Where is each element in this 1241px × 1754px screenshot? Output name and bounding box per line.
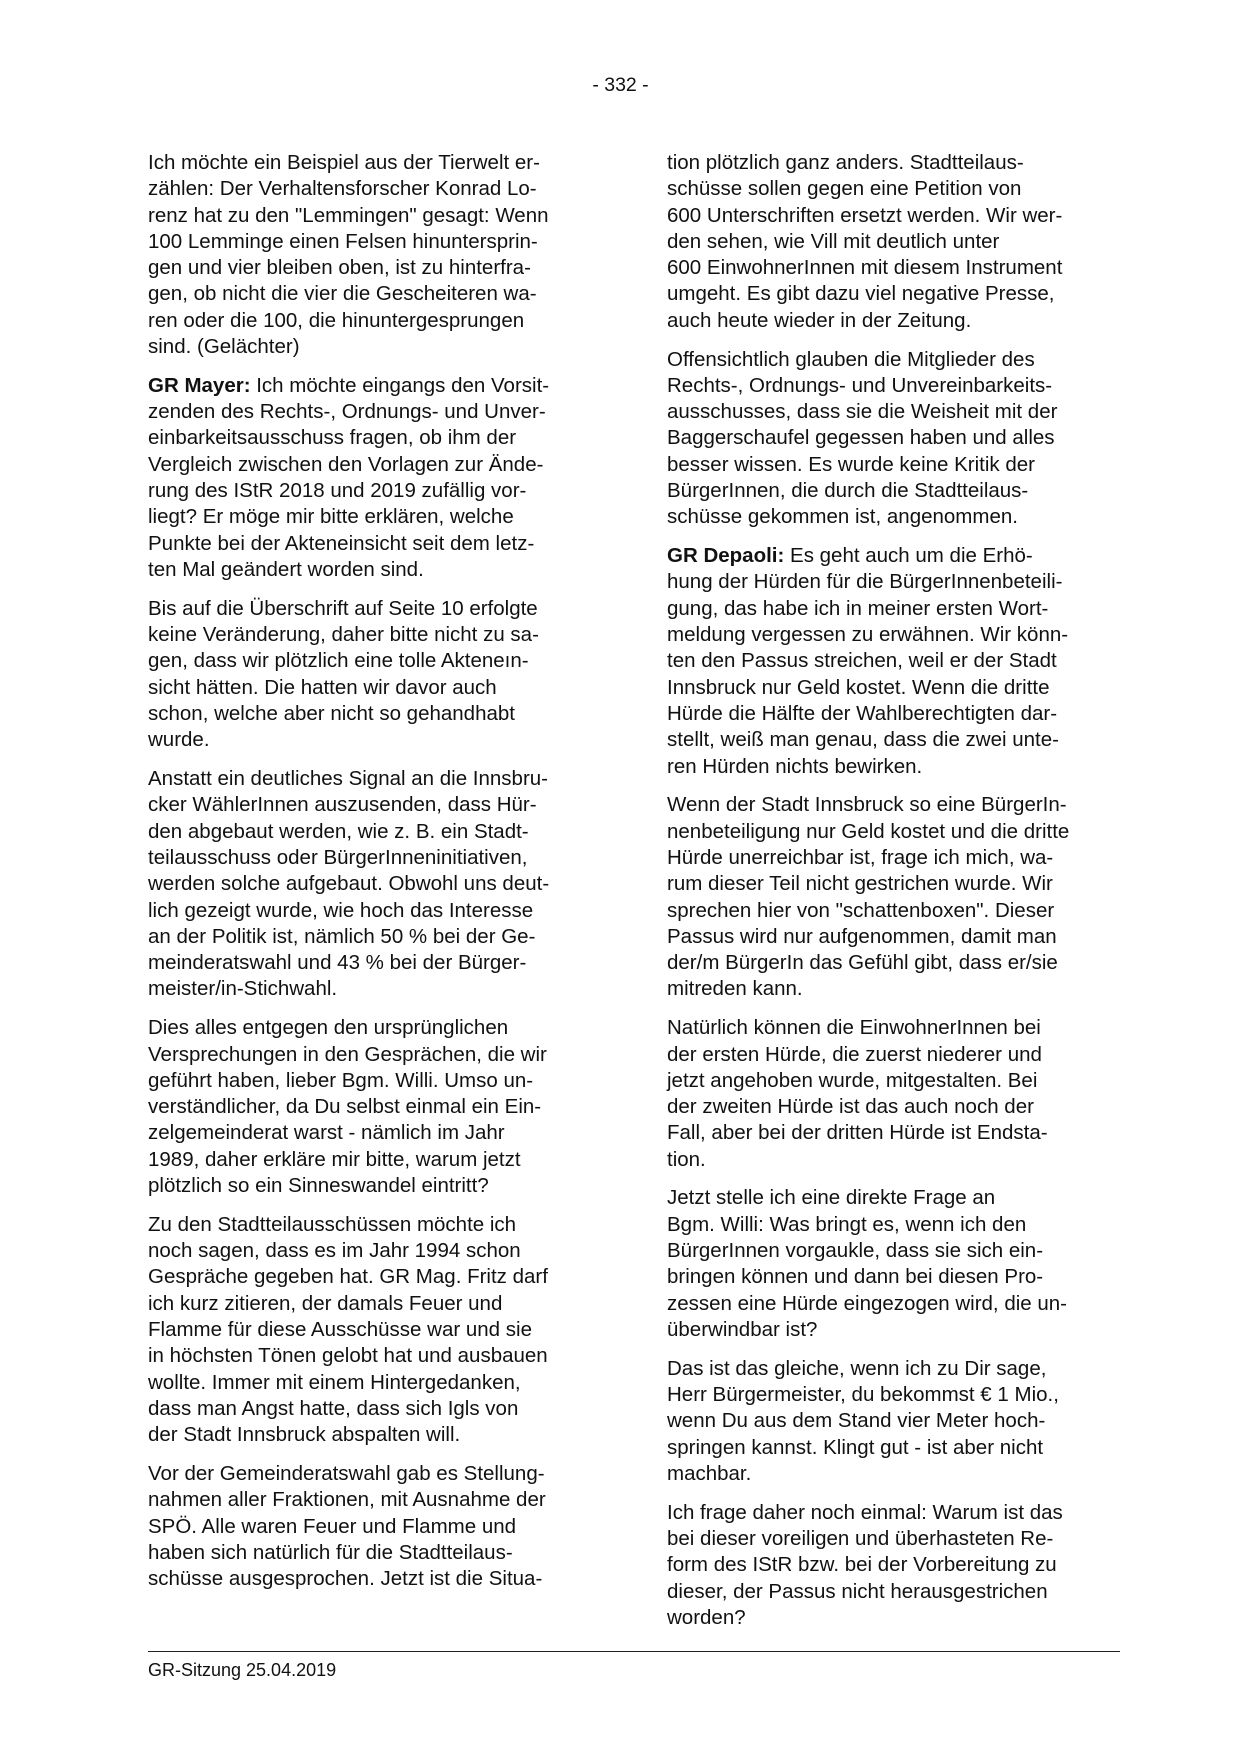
line-text: ten Mal geändert worden sind. — [148, 557, 424, 581]
line-text: der zweiten Hürde ist das auch noch der — [667, 1095, 1034, 1119]
line-text: hung der Hürden für die BürgerInnenbeteili- — [667, 570, 1063, 594]
text-line — [148, 557, 600, 583]
line-text: meinderatswahl und 43 % bei der Bürger- — [148, 951, 527, 975]
paragraph — [667, 1185, 1122, 1343]
line-text: Offensichtlich glauben die Mitglieder des — [667, 347, 1035, 371]
line-text: gen, ob nicht die vier die Gescheiteren wa- — [148, 282, 537, 306]
paragraph — [148, 373, 600, 583]
text-line — [667, 399, 1122, 425]
text-line — [148, 1422, 600, 1448]
line-text: tion. — [667, 1147, 706, 1171]
paragraph — [667, 792, 1122, 1002]
text-line — [148, 596, 600, 622]
text-line — [667, 845, 1122, 871]
line-text: bei dieser voreiligen und überhasteten Re- — [667, 1527, 1054, 1551]
text-line — [667, 1185, 1122, 1211]
line-text: jetzt angehoben wurde, mitgestalten. Bei — [667, 1068, 1038, 1092]
line-text: Fall, aber bei der dritten Hürde ist Endsta- — [667, 1121, 1048, 1145]
text-line — [667, 622, 1122, 648]
text-line — [667, 1461, 1122, 1487]
line-text: nahmen aller Fraktionen, mit Ausnahme der — [148, 1488, 546, 1512]
text-line — [148, 203, 600, 229]
line-text: einbarkeitsausschuss fragen, ob ihm der — [148, 426, 517, 450]
text-line — [667, 150, 1122, 176]
line-text: Jetzt stelle ich eine direkte Frage an — [667, 1186, 996, 1210]
text-line — [667, 347, 1122, 373]
line-text: Dies alles entgegen den ursprünglichen — [148, 1016, 509, 1040]
text-line — [667, 924, 1122, 950]
line-text: Rechts-, Ordnungs- und Unvereinbarkeits- — [667, 373, 1053, 397]
line-text: 600 Unterschriften ersetzt werden. Wir wer- — [667, 203, 1063, 227]
line-text: ren Hürden nichts bewirken. — [667, 754, 923, 778]
line-text: gung, das habe ich in meiner ersten Wort- — [667, 596, 1049, 620]
line-text: der/m BürgerIn das Gefühl gibt, dass er/sie — [667, 951, 1058, 975]
line-text: worden? — [667, 1605, 746, 1629]
text-line — [148, 229, 600, 255]
paragraph — [148, 1015, 600, 1199]
text-line — [148, 622, 600, 648]
line-text: sicht hätten. Die hatten wir davor auch — [148, 675, 497, 699]
line-text: lich gezeigt wurde, wie hoch das Interesse — [148, 898, 534, 922]
line-text: Ich möchte eingangs den Vorsit- — [250, 373, 550, 397]
line-text: dieser, der Passus nicht herausgestrichen — [667, 1579, 1048, 1603]
line-text: meister/in-Stichwahl. — [148, 977, 338, 1001]
line-text: Wenn der Stadt Innsbruck so eine BürgerIn- — [667, 793, 1067, 817]
footer-rule — [148, 1651, 1120, 1652]
text-line — [148, 504, 600, 530]
text-line — [667, 727, 1122, 753]
text-line — [667, 1435, 1122, 1461]
text-line — [667, 1042, 1122, 1068]
line-text: in höchsten Tönen gelobt hat und ausbauen — [148, 1344, 548, 1368]
paragraph — [148, 1461, 600, 1592]
text-line — [148, 1566, 600, 1592]
line-text: wollte. Immer mit einem Hintergedanken, — [148, 1370, 521, 1394]
text-line — [667, 1291, 1122, 1317]
line-text: Baggerschaufel gegessen haben und alles — [667, 426, 1055, 450]
line-text: cker WählerInnen auszusenden, dass Hür- — [148, 793, 537, 817]
text-line — [667, 1147, 1122, 1173]
line-text: Vor der Gemeinderatswahl gab es Stellung- — [148, 1461, 545, 1485]
line-text: rung des IStR 2018 und 2019 zufällig vor- — [148, 479, 527, 503]
text-line — [667, 176, 1122, 202]
text-line — [667, 1605, 1122, 1631]
text-line — [148, 1396, 600, 1422]
line-text: liegt? Er möge mir bitte erklären, welche — [148, 505, 514, 529]
line-text: der Stadt Innsbruck abspalten will. — [148, 1423, 461, 1447]
line-text: springen kannst. Klingt gut - ist aber nicht — [667, 1435, 1044, 1459]
line-text: Es geht auch um die Erhö- — [784, 544, 1033, 568]
line-text: Anstatt ein deutliches Signal an die Innsbru- — [148, 767, 549, 791]
paragraph — [148, 150, 600, 360]
text-line — [667, 1015, 1122, 1041]
line-text: Vergleich zwischen den Vorlagen zur Ände- — [148, 452, 544, 476]
text-line — [667, 1408, 1122, 1434]
text-line — [148, 373, 600, 399]
text-line — [667, 1238, 1122, 1264]
line-text: umgeht. Es gibt dazu viel negative Presse, — [667, 282, 1055, 306]
line-text: ten den Passus streichen, weil er der Stadt — [667, 649, 1057, 673]
text-line — [148, 1094, 600, 1120]
line-text: form des IStR bzw. bei der Vorbereitung zu — [667, 1553, 1057, 1577]
text-line — [148, 1068, 600, 1094]
line-text: dass man Angst hatte, dass sich Igls von — [148, 1396, 519, 1420]
line-text: Punkte bei der Akteneinsicht seit dem letz- — [148, 531, 535, 555]
text-line — [148, 701, 600, 727]
text-line — [667, 1356, 1122, 1382]
paragraph — [667, 1500, 1122, 1631]
text-line — [667, 504, 1122, 530]
text-line — [667, 308, 1122, 334]
text-line — [667, 648, 1122, 674]
text-line — [148, 648, 600, 674]
text-line — [667, 871, 1122, 897]
text-line — [667, 1094, 1122, 1120]
text-line — [148, 452, 600, 478]
text-line — [148, 176, 600, 202]
line-text: zählen: Der Verhaltensforscher Konrad Lo- — [148, 177, 537, 201]
line-text: haben sich natürlich für die Stadtteilaus- — [148, 1540, 513, 1564]
line-text: der ersten Hürde, die zuerst niederer und — [667, 1042, 1042, 1066]
text-line — [148, 950, 600, 976]
line-text: zessen eine Hürde eingezogen wird, die un- — [667, 1291, 1068, 1315]
line-text: Zu den Stadtteilausschüssen möchte ich — [148, 1212, 517, 1236]
line-text: an der Politik ist, nämlich 50 % bei der Ge- — [148, 924, 536, 948]
text-line — [667, 596, 1122, 622]
line-text: plötzlich so ein Sinneswandel eintritt? — [148, 1173, 489, 1197]
text-line — [667, 281, 1122, 307]
footer-text: GR-Sitzung 25.04.2019 — [148, 1660, 337, 1680]
line-text: schüsse sollen gegen eine Petition von — [667, 177, 1022, 201]
line-text: zelgemeinderat warst - nämlich im Jahr — [148, 1121, 505, 1145]
line-text: meldung vergessen zu erwähnen. Wir könn- — [667, 623, 1069, 647]
text-line — [667, 543, 1122, 569]
line-text: wenn Du aus dem Stand vier Meter hoch- — [667, 1409, 1046, 1433]
line-text: mitreden kann. — [667, 977, 803, 1001]
text-line — [148, 334, 600, 360]
text-line — [667, 1317, 1122, 1343]
text-line — [148, 1238, 600, 1264]
line-text: Natürlich können die EinwohnerInnen bei — [667, 1016, 1041, 1040]
line-text: keine Veränderung, daher bitte nicht zu sa- — [148, 623, 539, 647]
text-line — [148, 531, 600, 557]
text-line — [148, 1264, 600, 1290]
paragraph — [667, 543, 1122, 780]
text-line — [667, 452, 1122, 478]
line-text: Gespräche gegeben hat. GR Mag. Fritz darf — [148, 1265, 548, 1289]
line-text: schüsse ausgesprochen. Jetzt ist die Situa- — [148, 1567, 543, 1591]
line-text: Versprechungen in den Gesprächen, die wir — [148, 1042, 547, 1066]
line-text: Hürde die Hälfte der Wahlberechtigten dar- — [667, 701, 1058, 725]
line-text: ausschusses, dass sie die Weisheit mit der — [667, 400, 1058, 424]
text-line — [148, 845, 600, 871]
line-text: SPÖ. Alle waren Feuer und Flamme und — [148, 1514, 517, 1538]
text-line — [148, 1540, 600, 1566]
line-text: Bgm. Willi: Was bringt es, wenn ich den — [667, 1212, 1027, 1236]
text-line — [148, 675, 600, 701]
text-line — [667, 1264, 1122, 1290]
text-line — [148, 1147, 600, 1173]
text-line — [148, 1370, 600, 1396]
text-line — [667, 1552, 1122, 1578]
line-text: BürgerInnen, die durch die Stadtteilaus- — [667, 479, 1029, 503]
line-text: ich kurz zitieren, der damals Feuer und — [148, 1291, 503, 1315]
text-line — [667, 819, 1122, 845]
text-line — [667, 255, 1122, 281]
page-number: - 332 - — [592, 74, 649, 96]
text-line — [667, 792, 1122, 818]
right-column — [667, 150, 1122, 1644]
line-text: werden solche aufgebaut. Obwohl uns deut- — [148, 872, 550, 896]
text-line — [148, 1514, 600, 1540]
paragraph — [667, 1015, 1122, 1173]
paragraph — [667, 150, 1122, 334]
line-text: sprechen hier von "schattenboxen". Dieser — [667, 898, 1055, 922]
text-line — [667, 1212, 1122, 1238]
paragraph — [148, 1212, 600, 1449]
text-line — [667, 569, 1122, 595]
line-text: verständlicher, da Du selbst einmal ein Ein- — [148, 1095, 542, 1119]
text-line — [148, 308, 600, 334]
text-line — [148, 1487, 600, 1513]
line-text: schon, welche aber nicht so gehandhabt — [148, 701, 515, 725]
text-line — [148, 255, 600, 281]
paragraph — [148, 596, 600, 754]
text-line — [667, 1579, 1122, 1605]
line-text: 600 EinwohnerInnen mit diesem Instrument — [667, 256, 1063, 280]
text-line — [667, 373, 1122, 399]
text-line — [148, 898, 600, 924]
line-text: renz hat zu den "Lemmingen" gesagt: Wenn — [148, 203, 549, 227]
text-line — [667, 701, 1122, 727]
line-text: Das ist das gleiche, wenn ich zu Dir sage, — [667, 1356, 1047, 1380]
paragraph — [148, 766, 600, 1003]
text-line — [148, 871, 600, 897]
line-text: den sehen, wie Vill mit deutlich unter — [667, 229, 1000, 253]
text-line — [148, 1042, 600, 1068]
line-text: sind. (Gelächter) — [148, 335, 300, 359]
line-text: auch heute wieder in der Zeitung. — [667, 308, 972, 332]
line-text: noch sagen, dass es im Jahr 1994 schon — [148, 1239, 521, 1263]
text-line — [148, 727, 600, 753]
text-line — [667, 1500, 1122, 1526]
text-line — [148, 150, 600, 176]
text-line — [148, 1015, 600, 1041]
line-text: gen, dass wir plötzlich eine tolle Akteneın- — [148, 649, 529, 673]
text-line — [667, 950, 1122, 976]
text-line — [148, 976, 600, 1002]
text-line — [667, 976, 1122, 1002]
text-line — [148, 425, 600, 451]
line-text: nenbeteiligung nur Geld kostet und die dritte — [667, 819, 1070, 843]
line-text: Herr Bürgermeister, du bekommst € 1 Mio., — [667, 1383, 1059, 1407]
left-column — [148, 150, 600, 1605]
text-line — [148, 399, 600, 425]
text-line — [148, 1461, 600, 1487]
speaker-name: GR Mayer: — [148, 373, 251, 397]
text-line — [148, 1173, 600, 1199]
speaker-name: GR Depaoli: — [667, 544, 785, 568]
text-line — [667, 478, 1122, 504]
line-text: tion plötzlich ganz anders. Stadtteilaus- — [667, 151, 1024, 174]
line-text: besser wissen. Es wurde keine Kritik der — [667, 452, 1036, 476]
text-line — [148, 1343, 600, 1369]
line-text: zenden des Rechts-, Ordnungs- und Unver- — [148, 400, 546, 424]
line-text: stellt, weiß man genau, dass die zwei unte- — [667, 728, 1059, 752]
text-line — [667, 1382, 1122, 1408]
text-line — [148, 1317, 600, 1343]
text-line — [667, 754, 1122, 780]
line-text: Ich möchte ein Beispiel aus der Tierwelt er- — [148, 151, 540, 174]
line-text: den abgebaut werden, wie z. B. ein Stadt- — [148, 819, 529, 843]
text-line — [148, 1291, 600, 1317]
line-text: Innsbruck nur Geld kostet. Wenn die dritte — [667, 675, 1050, 699]
line-text: Ich frage daher noch einmal: Warum ist das — [667, 1500, 1063, 1524]
line-text: überwindbar ist? — [667, 1317, 818, 1341]
text-line — [148, 819, 600, 845]
line-text: bringen können und dann bei diesen Pro- — [667, 1265, 1044, 1289]
line-text: 1989, daher erkläre mir bitte, warum jetzt — [148, 1147, 521, 1171]
paragraph — [667, 347, 1122, 531]
text-line — [148, 924, 600, 950]
text-line — [667, 1068, 1122, 1094]
line-text: teilausschuss oder BürgerInneninitiativen, — [148, 845, 528, 869]
text-line — [148, 1212, 600, 1238]
text-line — [667, 898, 1122, 924]
text-line — [148, 1120, 600, 1146]
line-text: geführt haben, lieber Bgm. Willi. Umso un- — [148, 1068, 534, 1092]
line-text: wurde. — [148, 728, 210, 752]
text-line — [667, 425, 1122, 451]
text-line — [667, 675, 1122, 701]
line-text: Hürde unerreichbar ist, frage ich mich, wa- — [667, 845, 1054, 869]
line-text: Bis auf die Überschrift auf Seite 10 erfolgte — [148, 596, 538, 620]
text-line — [148, 281, 600, 307]
text-line — [148, 792, 600, 818]
line-text: machbar. — [667, 1461, 752, 1485]
line-text: 100 Lemminge einen Felsen hinuntersprin- — [148, 229, 538, 253]
text-line — [148, 766, 600, 792]
text-line — [148, 478, 600, 504]
text-line — [667, 1526, 1122, 1552]
text-line — [667, 203, 1122, 229]
line-text: BürgerInnen vorgaukle, dass sie sich ein- — [667, 1239, 1044, 1263]
line-text: ren oder die 100, die hinuntergesprungen — [148, 308, 525, 332]
line-text: gen und vier bleiben oben, ist zu hinterfra- — [148, 256, 531, 280]
paragraph — [667, 1356, 1122, 1487]
line-text: rum dieser Teil nicht gestrichen wurde. Wir — [667, 872, 1053, 896]
text-line — [667, 229, 1122, 255]
line-text: Flamme für diese Ausschüsse war und sie — [148, 1317, 532, 1341]
line-text: schüsse gekommen ist, angenommen. — [667, 505, 1018, 529]
line-text: Passus wird nur aufgenommen, damit man — [667, 924, 1057, 948]
text-line — [667, 1120, 1122, 1146]
